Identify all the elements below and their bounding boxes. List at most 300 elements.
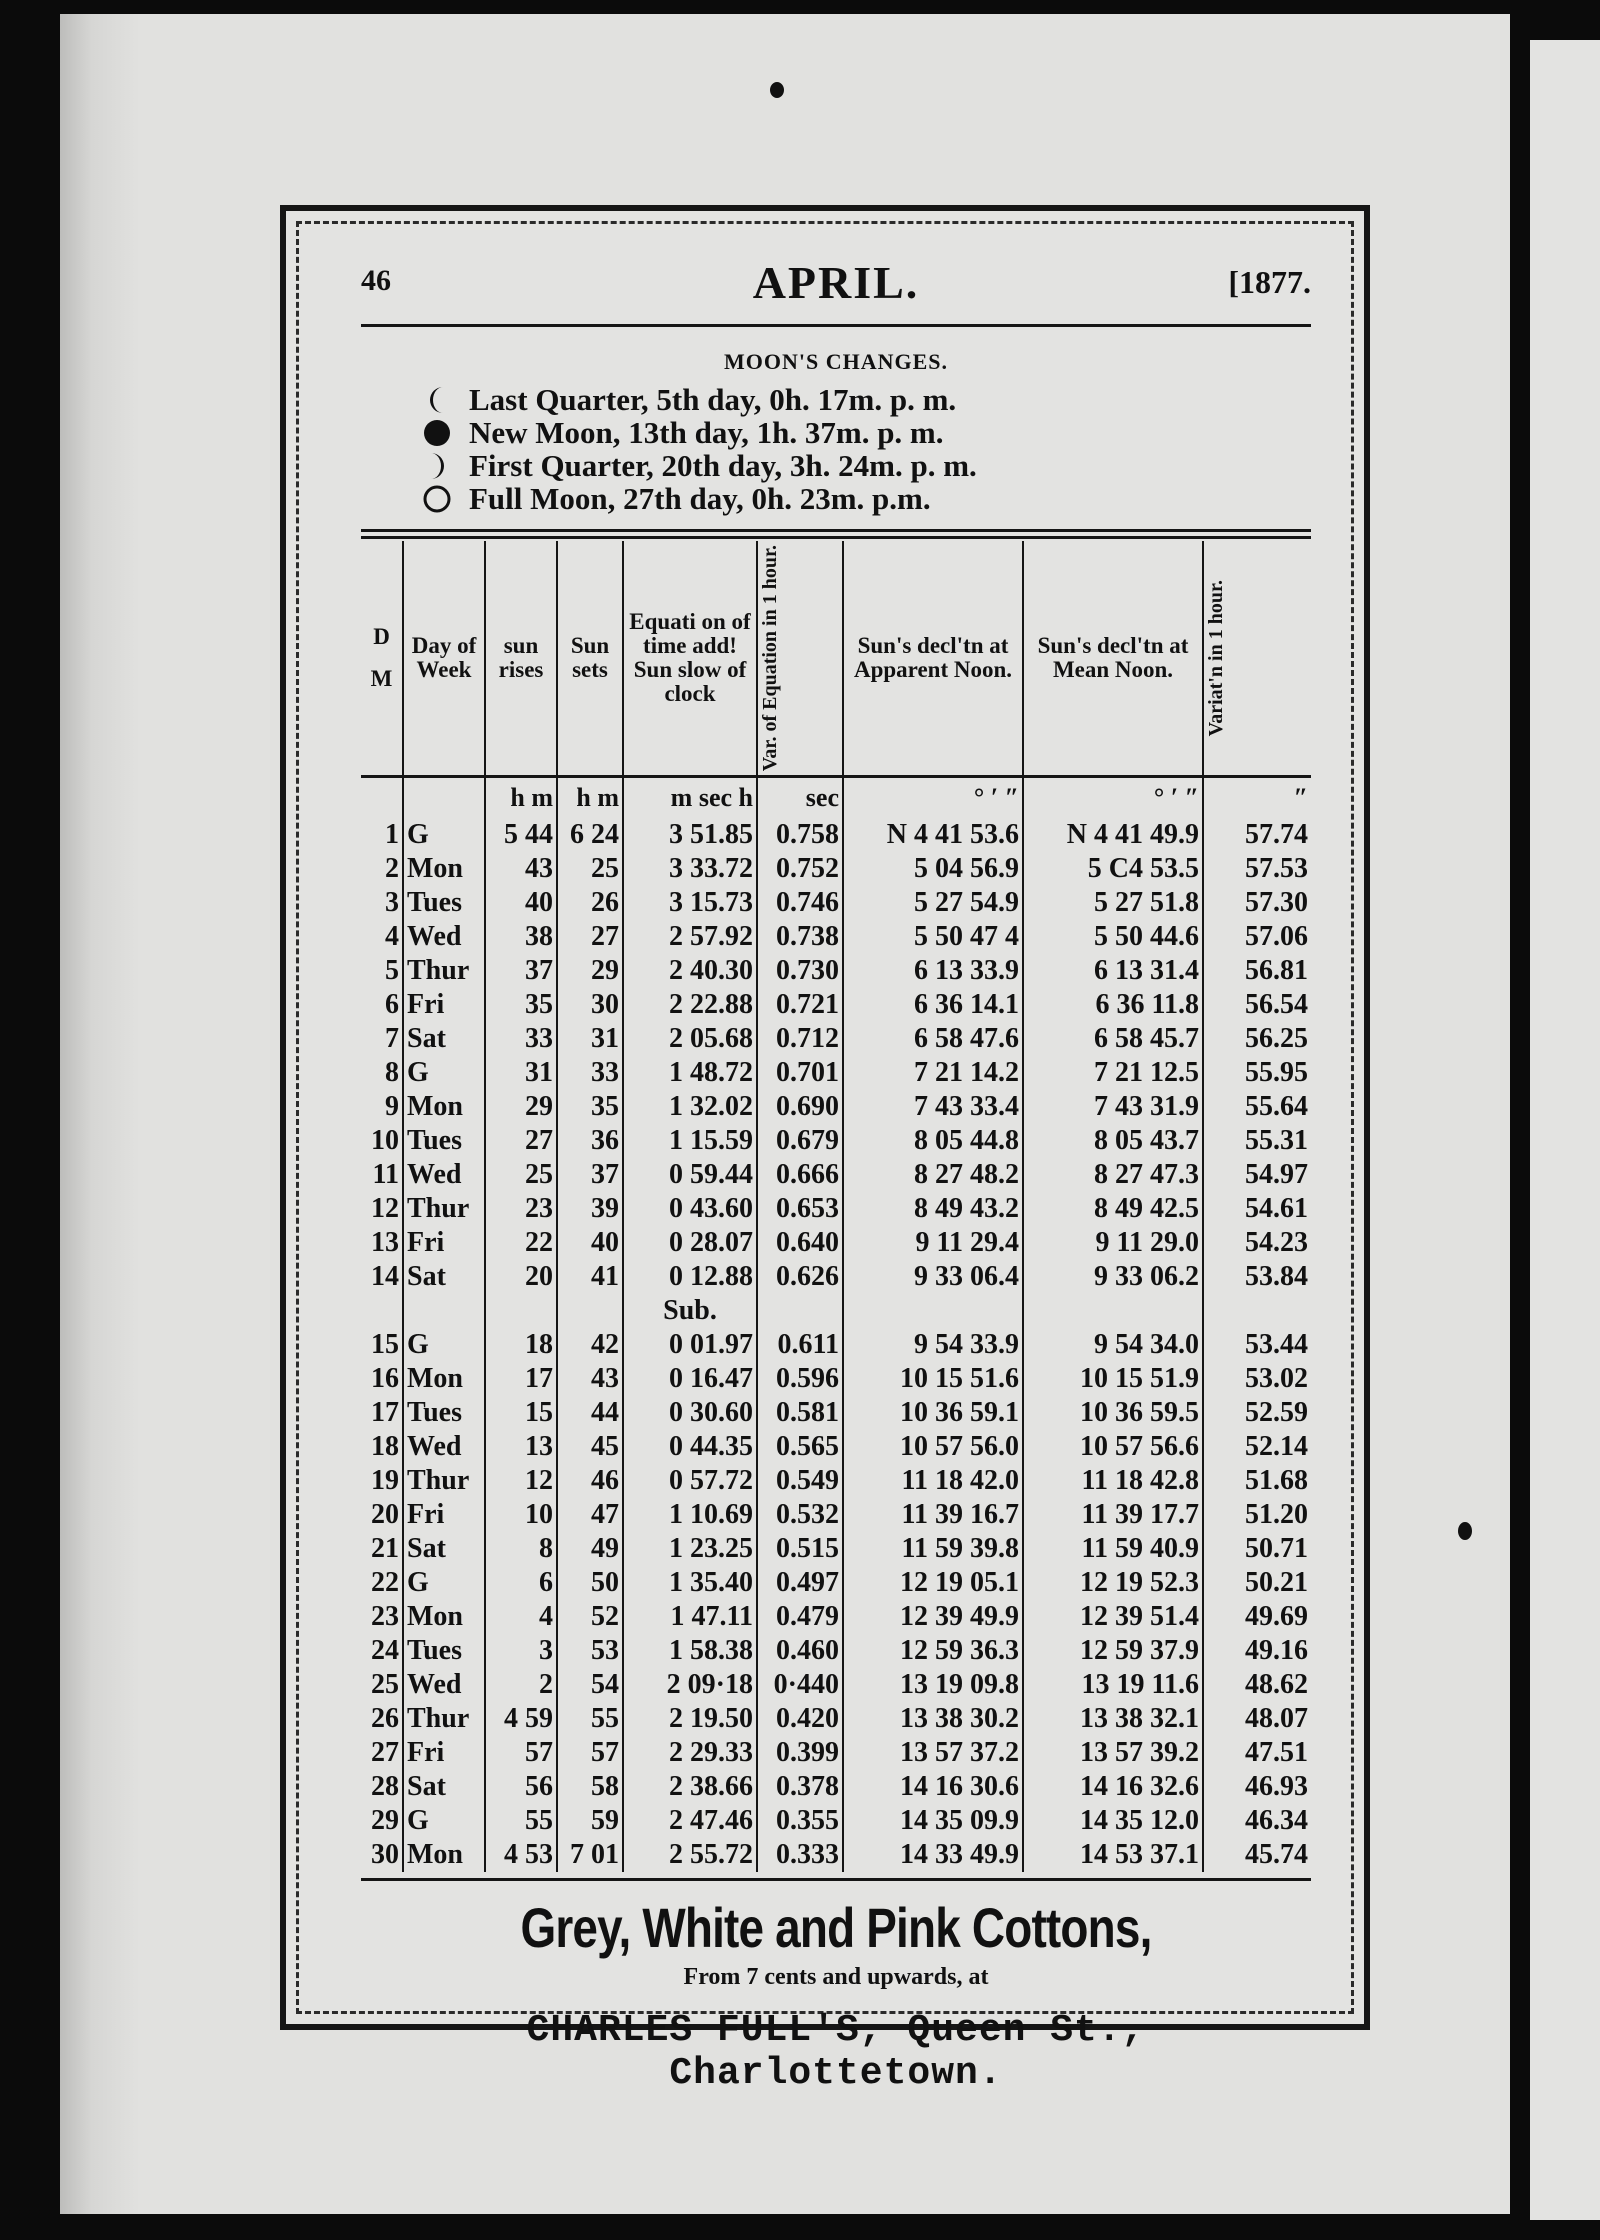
declination-apparent-cell: ° ′ ″: [843, 777, 1023, 819]
blank-cell: [361, 1294, 403, 1328]
table-row: [361, 1702, 1311, 1736]
equation-variation-cell: 0.690: [757, 1090, 843, 1124]
sun-rises-cell: 56: [485, 1770, 557, 1804]
day-of-month-cell: 10: [371, 1125, 399, 1157]
sun-rises-cell: 23: [485, 1192, 557, 1226]
day-of-month-cell: 27: [371, 1737, 399, 1769]
hourly-variation-cell: 56.54: [1203, 988, 1311, 1022]
sun-sets-cell: 36: [557, 1124, 623, 1158]
declination-mean-cell: 7 21 12.5: [1023, 1056, 1203, 1090]
hourly-variation-cell: 47.51: [1203, 1736, 1311, 1770]
equation-of-time-cell: 0 28.07: [623, 1226, 757, 1260]
declination-mean-cell: 8 05 43.7: [1023, 1124, 1203, 1158]
day-of-month-cell: [361, 777, 403, 819]
hourly-variation-cell: 46.34: [1203, 1804, 1311, 1838]
year-label: [1877.: [1228, 264, 1311, 300]
sun-rises-cell: 20: [485, 1260, 557, 1294]
advertisement-headline: Grey, White and Pink Cottons,: [520, 1896, 1152, 1960]
sun-sets-cell: 6 24: [557, 818, 623, 852]
table-row: [361, 852, 1311, 886]
declination-apparent-cell: 11 18 42.0: [843, 1464, 1023, 1498]
day-of-month-cell: 19: [371, 1465, 399, 1497]
equation-of-time-cell: m sec h: [623, 777, 757, 819]
hourly-variation-cell: 55.95: [1203, 1056, 1311, 1090]
adjacent-page: [1530, 40, 1600, 2220]
declination-mean-cell: 13 38 32.1: [1023, 1702, 1203, 1736]
equation-of-time-cell: 2 05.68: [623, 1022, 757, 1056]
table-row: [361, 1634, 1311, 1668]
hourly-variation-cell: 57.06: [1203, 920, 1311, 954]
advertisement-shop: CHARLES FULL'S, Queen St., Charlottetown.: [526, 2009, 1146, 2096]
sun-sets-cell: 31: [557, 1022, 623, 1056]
declination-apparent-cell: 10 15 51.6: [843, 1362, 1023, 1396]
equation-of-time-cell: 2 09·18: [623, 1668, 757, 1702]
day-of-week-cell: Tues: [403, 1396, 485, 1430]
moon-change-item: [421, 482, 1311, 515]
equation-variation-cell: 0.581: [757, 1396, 843, 1430]
day-of-month-cell: 26: [371, 1703, 399, 1735]
sun-sets-cell: 50: [557, 1566, 623, 1600]
moon-change-item: [421, 416, 1311, 449]
footer-rule: [361, 1878, 1311, 1881]
hourly-variation-cell: 53.02: [1203, 1362, 1311, 1396]
declination-apparent-cell: 7 43 33.4: [843, 1090, 1023, 1124]
day-of-week-cell: Tues: [403, 886, 485, 920]
equation-of-time-cell: 2 22.88: [623, 988, 757, 1022]
day-of-month-cell: 6: [385, 989, 399, 1021]
day-of-month-cell: 16: [371, 1363, 399, 1395]
sun-rises-cell: 38: [485, 920, 557, 954]
sun-sets-cell: 45: [557, 1430, 623, 1464]
declination-mean-cell: 14 35 12.0: [1023, 1804, 1203, 1838]
equation-variation-cell: 0.611: [757, 1328, 843, 1362]
table-row: [361, 1396, 1311, 1430]
equation-of-time-cell: 0 12.88: [623, 1260, 757, 1294]
day-of-week-cell: G: [403, 1328, 485, 1362]
hourly-variation-cell: 52.59: [1203, 1396, 1311, 1430]
hourly-variation-cell: 50.21: [1203, 1566, 1311, 1600]
day-of-month-cell: 28: [371, 1771, 399, 1803]
hourly-variation-cell: 56.25: [1203, 1022, 1311, 1056]
table-row: [361, 1328, 1311, 1362]
sun-sets-cell: 39: [557, 1192, 623, 1226]
sun-rises-cell: 31: [485, 1056, 557, 1090]
sun-rises-cell: 29: [485, 1090, 557, 1124]
table-row: [361, 1804, 1311, 1838]
moon-change-text: New Moon, 13th day, 1h. 37m. p. m.: [469, 414, 944, 450]
blank-cell: [1023, 1294, 1203, 1328]
table-row: [361, 818, 1311, 852]
equation-variation-cell: 0.549: [757, 1464, 843, 1498]
variation-header: [1203, 541, 1311, 777]
page-title: APRIL.: [752, 257, 920, 308]
day-of-week-cell: G: [403, 818, 485, 852]
table-row: [361, 1668, 1311, 1702]
hourly-variation-cell: 55.64: [1203, 1090, 1311, 1124]
sun-rises-cell: 27: [485, 1124, 557, 1158]
sun-sets-cell: 55: [557, 1702, 623, 1736]
day-of-month-cell: 24: [371, 1635, 399, 1667]
declination-mean-cell: 6 36 11.8: [1023, 988, 1203, 1022]
equation-of-time-cell: 2 29.33: [623, 1736, 757, 1770]
table-row: [361, 1362, 1311, 1396]
sun-sets-cell: 47: [557, 1498, 623, 1532]
day-of-week-cell: G: [403, 1566, 485, 1600]
sun-sets-cell: 58: [557, 1770, 623, 1804]
day-of-week-cell: Sat: [403, 1770, 485, 1804]
var-equation-label: Var. of Equation in 1 hour.: [759, 545, 781, 772]
equation-variation-cell: 0.758: [757, 818, 843, 852]
declination-apparent-cell: 9 33 06.4: [843, 1260, 1023, 1294]
equation-of-time-cell: 1 15.59: [623, 1124, 757, 1158]
sun-rises-cell: 15: [485, 1396, 557, 1430]
sun-rises-cell: 4: [485, 1600, 557, 1634]
day-of-week-cell: Tues: [403, 1124, 485, 1158]
equation-of-time-cell: 3 33.72: [623, 852, 757, 886]
sub-row: [361, 1294, 1311, 1328]
equation-variation-cell: 0.420: [757, 1702, 843, 1736]
hourly-variation-cell: 48.62: [1203, 1668, 1311, 1702]
hourly-variation-cell: 57.74: [1203, 818, 1311, 852]
day-of-month-cell: 7: [385, 1023, 399, 1055]
sun-sets-cell: 44: [557, 1396, 623, 1430]
equation-variation-cell: 0.746: [757, 886, 843, 920]
declination-mean-cell: 13 19 11.6: [1023, 1668, 1203, 1702]
sun-sets-cell: 27: [557, 920, 623, 954]
table-row: [361, 1430, 1311, 1464]
equation-variation-cell: 0.626: [757, 1260, 843, 1294]
equation-of-time-cell: 1 47.11: [623, 1600, 757, 1634]
units-row: [361, 777, 1311, 819]
sun-rises-cell: 13: [485, 1430, 557, 1464]
equation-variation-cell: 0.479: [757, 1600, 843, 1634]
almanac-table: [361, 541, 1311, 1872]
ink-spot: [1458, 1522, 1472, 1540]
day-of-month-cell: 1: [385, 819, 399, 851]
equation-of-time-cell: 2 38.66: [623, 1770, 757, 1804]
sun-sets-cell: 35: [557, 1090, 623, 1124]
declination-apparent-cell: 5 27 54.9: [843, 886, 1023, 920]
day-of-week-cell: Mon: [403, 1090, 485, 1124]
day-of-month-cell: 2: [385, 853, 399, 885]
equation-variation-cell: 0·440: [757, 1668, 843, 1702]
declination-mean-cell: 11 59 40.9: [1023, 1532, 1203, 1566]
equation-variation-cell: 0.532: [757, 1498, 843, 1532]
declination-mean-cell: 10 36 59.5: [1023, 1396, 1203, 1430]
declination-mean-cell: 12 39 51.4: [1023, 1600, 1203, 1634]
equation-of-time-cell: 1 35.40: [623, 1566, 757, 1600]
variation-label: Variat'n in 1 hour.: [1205, 579, 1227, 737]
sun-rises-cell: 17: [485, 1362, 557, 1396]
sun-rises-cell: 4 59: [485, 1702, 557, 1736]
equation-of-time-cell: 0 30.60: [623, 1396, 757, 1430]
equation-of-time-cell: 2 40.30: [623, 954, 757, 988]
almanac-frame: [280, 205, 1370, 2096]
full-moon-icon: [421, 483, 453, 515]
page-edge: [60, 14, 140, 2214]
equation-of-time-cell: 2 47.46: [623, 1804, 757, 1838]
table-row: [361, 1022, 1311, 1056]
blank-cell: [557, 1294, 623, 1328]
equation-variation-cell: 0.738: [757, 920, 843, 954]
sun-rises-cell: 35: [485, 988, 557, 1022]
declination-mean-cell: 10 57 56.6: [1023, 1430, 1203, 1464]
almanac-table-body: [361, 777, 1311, 1873]
day-of-week-cell: G: [403, 1804, 485, 1838]
declination-apparent-cell: 10 36 59.1: [843, 1396, 1023, 1430]
declination-mean-cell: 5 C4 53.5: [1023, 852, 1203, 886]
moon-change-item: [421, 383, 1311, 416]
blank-cell: [403, 1294, 485, 1328]
sun-rises-cell: 22: [485, 1226, 557, 1260]
day-of-week-cell: Sat: [403, 1260, 485, 1294]
day-of-week-cell: Thur: [403, 954, 485, 988]
day-of-month-cell: 14: [371, 1261, 399, 1293]
hourly-variation-cell: 54.97: [1203, 1158, 1311, 1192]
equation-header: Equati on of time add! Sun slow of clock: [623, 541, 757, 777]
day-of-week-cell: Tues: [403, 1634, 485, 1668]
declination-apparent-cell: 6 36 14.1: [843, 988, 1023, 1022]
day-of-week-cell: G: [403, 1056, 485, 1090]
declination-mean-cell: 9 33 06.2: [1023, 1260, 1203, 1294]
day-of-month-cell: 22: [371, 1567, 399, 1599]
day-of-month-cell: 9: [385, 1091, 399, 1123]
declination-apparent-cell: 9 54 33.9: [843, 1328, 1023, 1362]
declination-mean-cell: 14 16 32.6: [1023, 1770, 1203, 1804]
sun-sets-cell: 59: [557, 1804, 623, 1838]
sun-rises-cell: 57: [485, 1736, 557, 1770]
new-moon-icon: [421, 417, 453, 449]
day-of-week-header: Day of Week: [403, 541, 485, 777]
day-of-month-cell: 29: [371, 1805, 399, 1837]
day-of-week-cell: Thur: [403, 1192, 485, 1226]
hourly-variation-cell: 53.44: [1203, 1328, 1311, 1362]
moon-changes-list: [421, 383, 1311, 515]
equation-of-time-cell: 1 58.38: [623, 1634, 757, 1668]
equation-variation-cell: 0.355: [757, 1804, 843, 1838]
equation-variation-cell: 0.460: [757, 1634, 843, 1668]
declination-apparent-cell: 10 57 56.0: [843, 1430, 1023, 1464]
declination-mean-cell: 5 27 51.8: [1023, 886, 1203, 920]
equation-of-time-cell: 2 19.50: [623, 1702, 757, 1736]
sun-rises-cell: 2: [485, 1668, 557, 1702]
almanac-content: [361, 256, 1311, 2095]
sun-sets-cell: 42: [557, 1328, 623, 1362]
declination-apparent-cell: 9 11 29.4: [843, 1226, 1023, 1260]
table-row: [361, 920, 1311, 954]
declination-mean-cell: 9 11 29.0: [1023, 1226, 1203, 1260]
moon-change-text: Full Moon, 27th day, 0h. 23m. p.m.: [469, 480, 931, 516]
day-of-week-cell: Wed: [403, 1668, 485, 1702]
sun-rises-header: sun rises: [485, 541, 557, 777]
day-of-week-cell: Sat: [403, 1022, 485, 1056]
sun-sets-cell: 37: [557, 1158, 623, 1192]
declination-apparent-cell: 8 49 43.2: [843, 1192, 1023, 1226]
sun-sets-cell: h m: [557, 777, 623, 819]
table-row: [361, 1498, 1311, 1532]
hourly-variation-cell: 49.16: [1203, 1634, 1311, 1668]
sun-rises-cell: 25: [485, 1158, 557, 1192]
sun-sets-cell: 46: [557, 1464, 623, 1498]
blank-cell: [1203, 1294, 1311, 1328]
equation-of-time-cell: 0 01.97: [623, 1328, 757, 1362]
day-of-week-cell: Thur: [403, 1702, 485, 1736]
equation-variation-cell: 0.712: [757, 1022, 843, 1056]
day-of-week-cell: Mon: [403, 1838, 485, 1872]
declination-apparent-cell: 13 57 37.2: [843, 1736, 1023, 1770]
equation-variation-cell: 0.399: [757, 1736, 843, 1770]
equation-variation-cell: 0.730: [757, 954, 843, 988]
equation-variation-cell: sec: [757, 777, 843, 819]
equation-of-time-cell: 1 10.69: [623, 1498, 757, 1532]
day-of-month-cell: 12: [371, 1193, 399, 1225]
header-rule: [361, 324, 1311, 327]
sun-rises-cell: 18: [485, 1328, 557, 1362]
equation-variation-cell: 0.701: [757, 1056, 843, 1090]
declination-mean-cell: 14 53 37.1: [1023, 1838, 1203, 1872]
day-of-month-cell: 15: [371, 1329, 399, 1361]
table-row: [361, 1736, 1311, 1770]
sun-sets-cell: 7 01: [557, 1838, 623, 1872]
declination-apparent-cell: 5 04 56.9: [843, 852, 1023, 886]
declination-apparent-cell: 8 05 44.8: [843, 1124, 1023, 1158]
declination-mean-cell: 11 39 17.7: [1023, 1498, 1203, 1532]
declination-mean-cell: 5 50 44.6: [1023, 920, 1203, 954]
sun-rises-cell: 40: [485, 886, 557, 920]
sun-rises-cell: 10: [485, 1498, 557, 1532]
hourly-variation-cell: 56.81: [1203, 954, 1311, 988]
day-of-month-cell: 23: [371, 1601, 399, 1633]
table-row: [361, 1090, 1311, 1124]
advertisement-subline: From 7 cents and upwards, at: [683, 1964, 989, 1991]
declination-apparent-cell: 5 50 47 4: [843, 920, 1023, 954]
day-of-week-cell: Thur: [403, 1464, 485, 1498]
equation-variation-cell: 0.333: [757, 1838, 843, 1872]
sun-rises-cell: h m: [485, 777, 557, 819]
day-of-week-cell: Wed: [403, 1430, 485, 1464]
table-row: [361, 1226, 1311, 1260]
sun-sets-cell: 43: [557, 1362, 623, 1396]
table-row: [361, 1124, 1311, 1158]
table-row: [361, 886, 1311, 920]
table-row: [361, 1192, 1311, 1226]
day-of-week-cell: Fri: [403, 1736, 485, 1770]
sun-sets-cell: 54: [557, 1668, 623, 1702]
sun-sets-cell: 29: [557, 954, 623, 988]
hourly-variation-cell: 55.31: [1203, 1124, 1311, 1158]
table-row: [361, 1056, 1311, 1090]
hourly-variation-cell: 48.07: [1203, 1702, 1311, 1736]
day-of-week-cell: Fri: [403, 1498, 485, 1532]
equation-of-time-cell: 1 23.25: [623, 1532, 757, 1566]
day-of-month-cell: 25: [371, 1669, 399, 1701]
declination-mean-cell: ° ′ ″: [1023, 777, 1203, 819]
declination-mean-cell: 13 57 39.2: [1023, 1736, 1203, 1770]
hourly-variation-cell: 50.71: [1203, 1532, 1311, 1566]
blank-cell: [485, 1294, 557, 1328]
day-of-month-cell: 3: [385, 887, 399, 919]
table-row: [361, 1600, 1311, 1634]
declination-apparent-cell: 14 35 09.9: [843, 1804, 1023, 1838]
equation-variation-cell: 0.596: [757, 1362, 843, 1396]
day-of-week-cell: [403, 777, 485, 819]
sun-sets-header: Sun sets: [557, 541, 623, 777]
day-of-month-cell: 18: [371, 1431, 399, 1463]
var-equation-header: [757, 541, 843, 777]
table-row: [361, 1770, 1311, 1804]
moon-change-text: Last Quarter, 5th day, 0h. 17m. p. m.: [469, 381, 957, 417]
declination-apparent-cell: 12 19 05.1: [843, 1566, 1023, 1600]
equation-of-time-cell: 2 55.72: [623, 1838, 757, 1872]
equation-variation-cell: 0.565: [757, 1430, 843, 1464]
sun-sets-cell: 30: [557, 988, 623, 1022]
sun-sets-cell: 40: [557, 1226, 623, 1260]
declination-apparent-cell: 12 59 36.3: [843, 1634, 1023, 1668]
day-of-week-cell: Wed: [403, 1158, 485, 1192]
sun-sets-cell: 25: [557, 852, 623, 886]
declination-apparent-cell: 14 33 49.9: [843, 1838, 1023, 1872]
sub-label: Sub.: [623, 1294, 757, 1328]
first-quarter-moon-icon: [421, 450, 453, 482]
table-row: [361, 1464, 1311, 1498]
hourly-variation-cell: 57.53: [1203, 852, 1311, 886]
hourly-variation-cell: 57.30: [1203, 886, 1311, 920]
day-of-month-cell: 4: [385, 921, 399, 953]
sun-rises-cell: 43: [485, 852, 557, 886]
sun-sets-cell: 53: [557, 1634, 623, 1668]
blank-cell: [757, 1294, 843, 1328]
decl-mean-header: Sun's decl'tn at Mean Noon.: [1023, 541, 1203, 777]
sun-rises-cell: 6: [485, 1566, 557, 1600]
table-header-row: [361, 541, 1311, 777]
hourly-variation-cell: 46.93: [1203, 1770, 1311, 1804]
moon-change-text: First Quarter, 20th day, 3h. 24m. p. m.: [469, 447, 977, 483]
equation-variation-cell: 0.640: [757, 1226, 843, 1260]
sun-rises-cell: 55: [485, 1804, 557, 1838]
declination-mean-cell: 6 13 31.4: [1023, 954, 1203, 988]
declination-apparent-cell: N 4 41 53.6: [843, 818, 1023, 852]
declination-apparent-cell: 6 58 47.6: [843, 1022, 1023, 1056]
d-header: D: [373, 624, 390, 650]
day-of-month-cell: 5: [385, 955, 399, 987]
hourly-variation-cell: 49.69: [1203, 1600, 1311, 1634]
table-row: [361, 1532, 1311, 1566]
table-top-rule: [361, 529, 1311, 539]
equation-of-time-cell: 3 51.85: [623, 818, 757, 852]
day-of-month-cell: 8: [385, 1057, 399, 1089]
day-of-month-cell: 20: [371, 1499, 399, 1531]
declination-apparent-cell: 7 21 14.2: [843, 1056, 1023, 1090]
sun-sets-cell: 26: [557, 886, 623, 920]
last-quarter-moon-icon: [421, 384, 453, 416]
declination-apparent-cell: 6 13 33.9: [843, 954, 1023, 988]
equation-of-time-cell: 0 44.35: [623, 1430, 757, 1464]
equation-of-time-cell: 1 32.02: [623, 1090, 757, 1124]
equation-variation-cell: 0.752: [757, 852, 843, 886]
day-of-week-cell: Mon: [403, 852, 485, 886]
sun-rises-cell: 12: [485, 1464, 557, 1498]
equation-of-time-cell: 2 57.92: [623, 920, 757, 954]
equation-of-time-cell: 3 15.73: [623, 886, 757, 920]
sun-rises-cell: 33: [485, 1022, 557, 1056]
declination-mean-cell: 8 49 42.5: [1023, 1192, 1203, 1226]
day-of-month-cell: 17: [371, 1397, 399, 1429]
equation-variation-cell: 0.666: [757, 1158, 843, 1192]
page-number: 46: [361, 264, 391, 297]
sun-sets-cell: 52: [557, 1600, 623, 1634]
sun-rises-cell: 8: [485, 1532, 557, 1566]
table-row: [361, 988, 1311, 1022]
